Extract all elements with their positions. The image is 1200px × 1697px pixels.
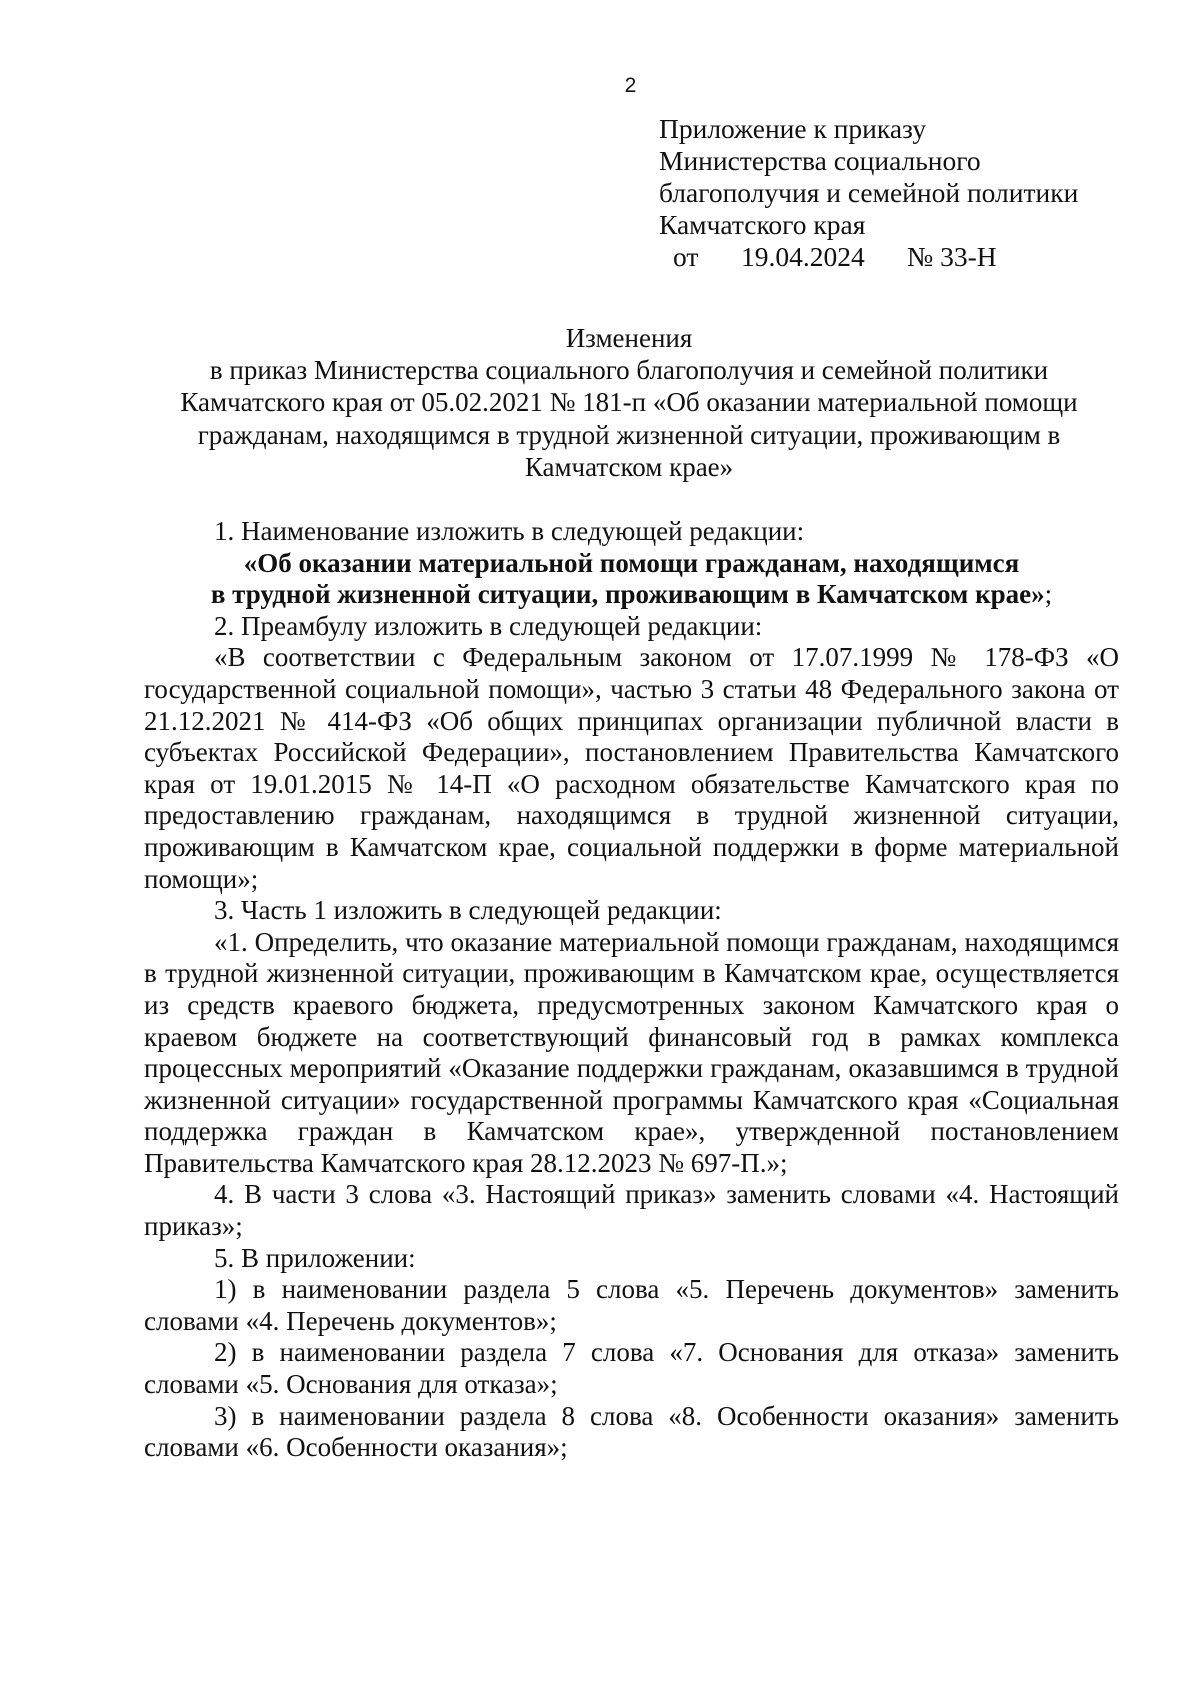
- item-2: 2. Преамбулу изложить в следующей редакции:: [214, 610, 763, 641]
- item-1-new-title-text: в трудной жизненной ситуации, проживающим в Камчатском крае»: [210, 579, 1045, 610]
- item-1-new-title-line-2: [144, 579, 1119, 611]
- heading-line-3: гражданам, находящимся в трудной жизненной ситуации, проживающим в: [197, 419, 1061, 450]
- approval-line-2: Министерства социального: [659, 145, 981, 176]
- item-4: 4. В части 3 слова «3. Настоящий приказ» заменить словами «4. Настоящий приказ»;: [144, 1179, 1119, 1242]
- item-1-new-title-tail: ;: [1044, 579, 1053, 610]
- document-heading: [134, 322, 1124, 483]
- item-2-text: «В соответствии с Федеральным законом от 17.07.1999 № 178-ФЗ «О государственной социальной помощи», частью 3 статьи 48 Федерального закона от 21.12.2021 № 414-ФЗ «Об общих принципах организации публичной власти в субъектах Российской Федерации», постановлением Правительства Камчатского края от 19.01.2015 № 14-П «О расходном обязательстве Камчатского края по предоставлению гражданам, находящимся в трудной жизненной ситуации, проживающим в Камчатском крае, социальной поддержки в форме материальной помощи»;: [144, 642, 1119, 894]
- item-5-2: 2) в наименовании раздела 7 слова «7. Основания для отказа» заменить словами «5. Основания для отказа»;: [144, 1337, 1119, 1400]
- page-number: 2: [624, 74, 637, 97]
- approval-line-1: Приложение к приказу: [659, 113, 927, 144]
- heading-line-1: в приказ Министерства социального благополучия и семейной политики: [209, 355, 1049, 386]
- approval-date-prefix: от: [673, 241, 699, 272]
- approval-line-3: благополучия и семейной политики: [659, 177, 1079, 208]
- approval-block: [659, 113, 1179, 273]
- item-1: 1. Наименование изложить в следующей редакции:: [214, 516, 805, 546]
- document-body: [144, 516, 1119, 1464]
- approval-date-line: [659, 241, 1179, 273]
- item-1-new-title-line-1: «Об оказании материальной помощи гражданам, находящимся: [243, 547, 1020, 578]
- approval-number: № 33-Н: [907, 241, 997, 272]
- item-3: 3. Часть 1 изложить в следующей редакции:: [214, 895, 722, 926]
- item-5-1: 1) в наименовании раздела 5 слова «5. Перечень документов» заменить словами «4. Перечень документов»;: [144, 1274, 1119, 1336]
- heading-line-2: Камчатского края от 05.02.2021 № 181-п «Об оказании материальной помощи: [180, 387, 1078, 418]
- item-3-text: «1. Определить, что оказание материальной помощи гражданам, находящимся в трудной жизненной ситуации, проживающим в Камчатском крае, осуществляется из средств краевого бюджета, предусмотренных законом Камчатского края о краевом бюджете на соответствующий финансовый год в рамках комплекса процессных мероприятий «Оказание поддержки гражданам, оказавшимся в трудной жизненной ситуации» государственной программы Камчатского края «Социальная поддержка граждан в Камчатском крае», утвержденной постановлением Правительства Камчатского края 28.12.2023 № 697-П.»;: [144, 926, 1119, 1178]
- heading-line-4: Камчатском крае»: [524, 451, 734, 482]
- item-5-3: 3) в наименовании раздела 8 слова «8. Особенности оказания» заменить словами «6. Особенности оказания»;: [144, 1400, 1119, 1463]
- approval-date: 19.04.2024: [741, 241, 865, 272]
- item-5: 5. В приложении:: [214, 1242, 416, 1273]
- heading-title: Изменения: [565, 323, 693, 353]
- approval-line-4: Камчатского края: [659, 209, 866, 240]
